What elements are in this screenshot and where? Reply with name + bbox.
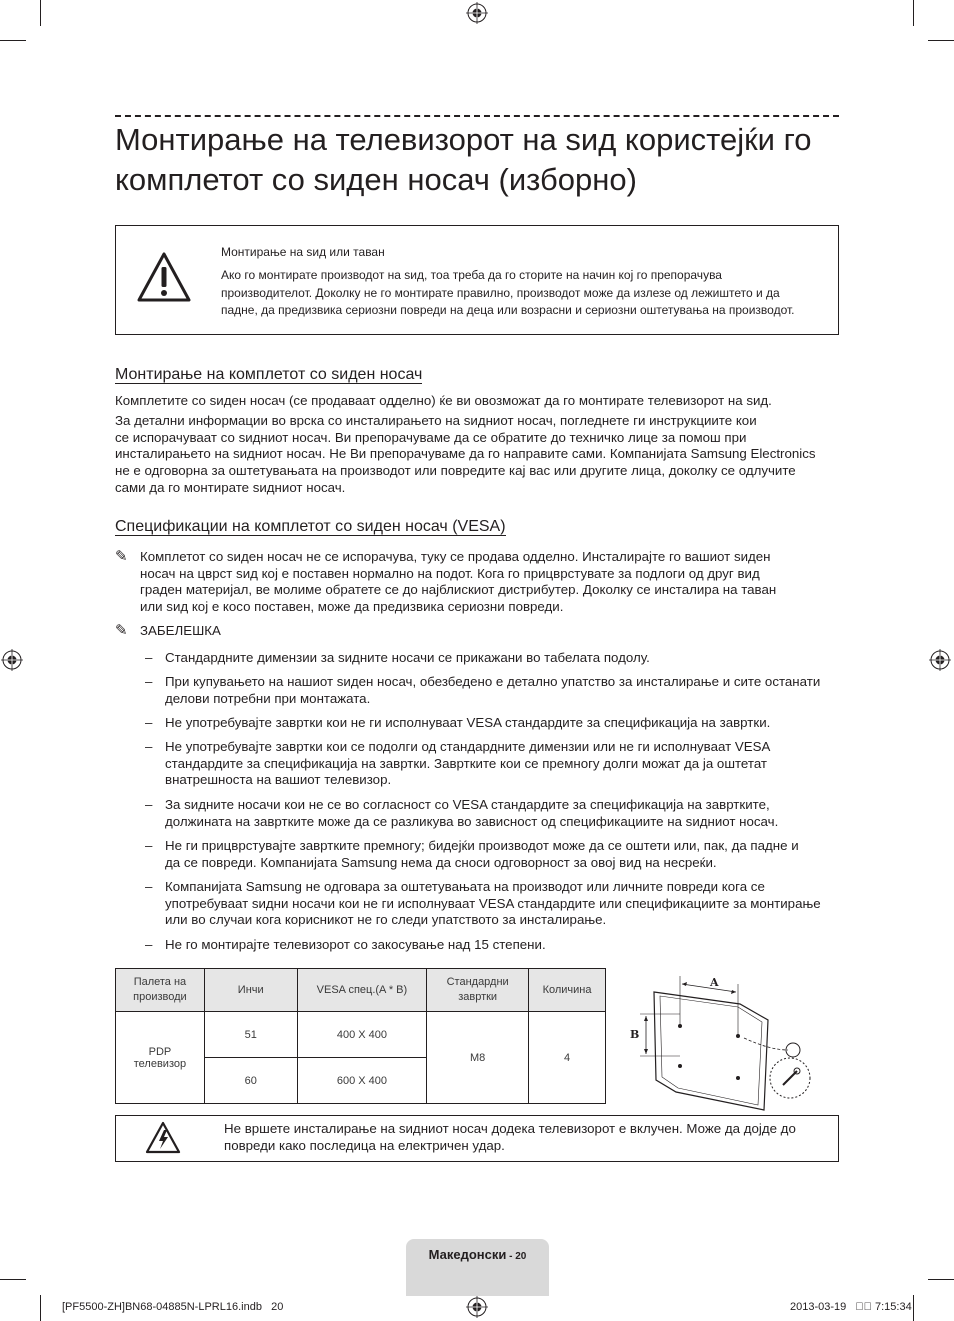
- warning-line: Не вршете инсталирање на ѕидниот носач додека телевизорот е вклучен. Може да дојде до: [224, 1121, 796, 1136]
- table-header-cell: [116, 969, 205, 1012]
- bullet-line: употребуваат ѕидни носачи кои не ги исполнуваат VESA стандардите или спецификациите за монтирање: [165, 895, 821, 911]
- caution-text: [221, 267, 794, 320]
- vesa-cell: 600 X 400: [297, 1058, 427, 1104]
- bullet-item: [165, 879, 841, 929]
- registration-mark-icon: [466, 2, 488, 24]
- bullet-dash: –: [145, 838, 153, 853]
- bullet-line: При купувањето на нашиот ѕиден носач, обезбедено е детално упатство за инсталирање и сите останати: [165, 674, 821, 689]
- section-heading-text: Спецификации на комплетот со ѕиден носач (VESA): [115, 518, 506, 535]
- tv-back-diagram: [620, 970, 820, 1112]
- bullet-line: делови потребни при монтажата.: [165, 690, 371, 706]
- header-line: Стандардни: [446, 976, 509, 988]
- section-heading-text: Монтирање на комплетот со ѕиден носач: [115, 366, 423, 383]
- bullet-dash: –: [145, 739, 153, 754]
- bullet-line: Не ги прицврстувајте завртките премногу; бидејќи производот може да се оштети или, пак, да падне и: [165, 838, 799, 853]
- print-timestamp: 2013-03-19 ￿￿ 7:15:34: [790, 1301, 912, 1313]
- header-line: завртки: [458, 991, 498, 1003]
- registration-mark-icon: [929, 649, 951, 671]
- bullet-line: должината на завртките може да се разликува во зависност од спецификациите на ѕидниот носач.: [165, 813, 779, 829]
- diagram-label-b: B: [630, 1028, 640, 1041]
- section-heading: [115, 365, 422, 385]
- section1-paragraph: [115, 413, 816, 497]
- header-line: Палета на: [133, 976, 187, 988]
- caution-icon: [136, 251, 192, 303]
- bullet-item: [165, 797, 841, 830]
- registration-mark-icon: [1, 649, 23, 671]
- product-cell: [116, 1012, 205, 1104]
- bullet-dash: –: [145, 879, 153, 894]
- print-file-info: [PF5500-ZH]BN68-04885N-LPRL16.indb 20: [62, 1301, 284, 1313]
- section1-paragraph: Комплетите со ѕиден носач (се продаваат одделно) ќе ви овозможат да го монтирате телевизорот на ѕид.: [115, 393, 772, 408]
- paragraph-line: За детални информации во врска со инсталирањето на ѕидниот носач, погледнете ги инструкциите кои: [115, 413, 757, 428]
- bullet-line: Не употребувајте завртки кои се подолги од стандардните димензии или не ги исполнуваат VESA: [165, 739, 771, 754]
- vesa-cell: 400 X 400: [297, 1012, 427, 1058]
- bullet-line: Не употребувајте завртки кои не ги исполнуваат VESA стандардите за спецификација на завртки.: [165, 715, 771, 730]
- paragraph-line: се испорачуваат со ѕидниот носач. Ви препорачуваме да се обратите до техничко лице за помош при: [115, 429, 747, 445]
- table-header-cell: Количина: [529, 969, 606, 1012]
- bullet-dash: –: [145, 937, 153, 952]
- note-line: граден материјал, ве молиме обратете се до најблискиот дистрибутер. Доколку се инсталира на таван: [140, 582, 777, 598]
- crop-mark: [913, 0, 914, 26]
- caution-text-line: Ако го монтирате производот на ѕид, тоа треба да го сторите на начин кој го препорачува: [221, 268, 722, 282]
- bullet-dash: –: [145, 797, 153, 812]
- warning-line: повреди како последица на електричен удар.: [224, 1137, 505, 1153]
- title-rule: [115, 115, 839, 117]
- bullet-dash: –: [145, 715, 153, 730]
- bullet-line: стандардите за спецификација на завртки. Завртките кои се премногу долги можат да ја оштетат: [165, 755, 768, 771]
- crop-mark: [928, 40, 954, 41]
- note-line: носач на цврст ѕид кој е поставен нормално на подот. Кога го прицврстувате за подлоги од друг вид: [140, 565, 760, 581]
- inch-cell: 60: [204, 1058, 297, 1104]
- bullet-item: [165, 838, 841, 871]
- note-icon: ✎: [115, 622, 128, 639]
- section-heading: [115, 517, 506, 537]
- page-title-line: комплетот со ѕиден носач (изборно): [115, 162, 637, 197]
- caution-heading: Монтирање на ѕид или таван: [221, 245, 385, 259]
- screw-cell: M8: [427, 1012, 529, 1104]
- paragraph-line: не е одговорна за оштетувањата на производот или повредите кај вас или другите лица, доколку се одлучите: [115, 463, 796, 479]
- bullet-item: [165, 715, 841, 732]
- paragraph-line: сами да го монтирате ѕидниот носач.: [115, 479, 346, 495]
- caution-text-line: падне, да предизвика сериозни повреди на деца или возрасни и сериозни оштетувања на производот.: [221, 303, 795, 317]
- note-icon: ✎: [115, 548, 128, 565]
- page-number-value: - 20: [506, 1251, 527, 1262]
- bullet-item: [165, 674, 841, 707]
- header-line: производи: [133, 991, 187, 1003]
- bullet-item: [165, 739, 841, 789]
- crop-mark: [0, 40, 26, 41]
- page-title-line: Монтирање на телевизорот на ѕид користејќи го: [115, 122, 812, 157]
- table-header-cell: Инчи: [204, 969, 297, 1012]
- product-line: PDP: [148, 1045, 172, 1058]
- diagram-label-a: A: [710, 976, 719, 989]
- note-text: [140, 549, 776, 616]
- bullet-line: внатрешноста на вашиот телевизор.: [165, 772, 392, 788]
- crop-mark: [40, 0, 41, 26]
- bullet-line: да се повреди. Компанијата Samsung нема да сноси одговорност за овој вид на несреќи.: [165, 854, 717, 870]
- note-line: или ѕид кој е косо поставен, може да предизвика сериозни повреди.: [140, 599, 564, 615]
- crop-mark: [913, 1295, 914, 1321]
- crop-mark: [0, 1279, 26, 1280]
- page-number: [406, 1246, 549, 1264]
- crop-mark: [928, 1279, 954, 1280]
- bullet-line: Компанијата Samsung не одговара за оштетувањата на производот или личните повреди кога се: [165, 879, 765, 894]
- note-label: ЗАБЕЛЕШКА: [140, 623, 221, 638]
- bullet-line: За ѕидните носачи кои не се во согласност со VESA стандардите за спецификација на завртките,: [165, 797, 770, 812]
- caution-text-line: производителот. Доколку не го монтирате правилно, производот може да излезе од лежиштето и да: [221, 285, 780, 300]
- electric-shock-icon: [145, 1121, 181, 1155]
- bullet-dash: –: [145, 674, 153, 689]
- table-row: [116, 1012, 606, 1058]
- table-header-cell: [427, 969, 529, 1012]
- bullet-line: Стандардните димензии за ѕидните носачи се прикажани во табелата подолу.: [165, 650, 650, 665]
- note-line: Комплетот со ѕиден носач не се испорачува, туку се продава одделно. Инсталирајте го вашиот ѕиден: [140, 549, 771, 564]
- inch-cell: 51: [204, 1012, 297, 1058]
- language-label: Македонски: [428, 1247, 507, 1262]
- registration-mark-icon: [466, 1296, 488, 1318]
- page-title: [115, 120, 845, 200]
- bullet-line: Не го монтирајте телевизорот со закосување над 15 степени.: [165, 937, 546, 952]
- crop-mark: [40, 1295, 41, 1321]
- bullet-item: [165, 937, 841, 954]
- qty-cell: 4: [529, 1012, 606, 1104]
- table-header-row: [116, 969, 606, 1012]
- table-header-cell: VESA спец.(A * B): [297, 969, 427, 1012]
- paragraph-line: инсталирањето на ѕидниот носач. Не Ви препорачуваме да го направите сами. Компанијата Samsung Electronics: [115, 446, 816, 462]
- vesa-spec-table: [115, 968, 606, 1104]
- warning-text: [224, 1121, 796, 1154]
- bullet-line: или во случаи кога корисникот не го следи упатството за инсталирање.: [165, 912, 607, 928]
- product-line: телевизор: [133, 1057, 187, 1070]
- bullet-item: [165, 650, 841, 667]
- bullet-dash: –: [145, 650, 153, 665]
